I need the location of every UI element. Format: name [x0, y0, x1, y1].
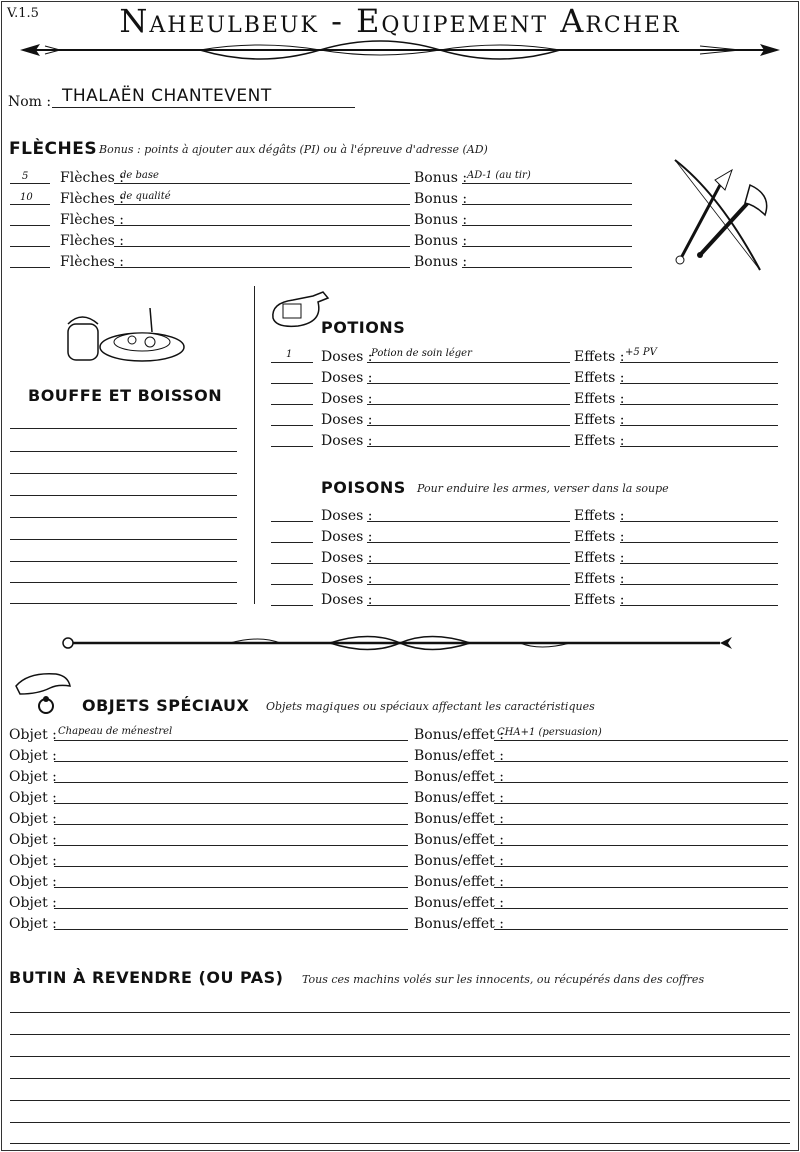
effets-label: Effets : — [574, 370, 625, 386]
scroll-ring-icon — [8, 668, 78, 718]
fleches-label: Flèches : — [60, 191, 124, 207]
qty-line — [10, 204, 50, 205]
name-label: Nom : — [8, 94, 52, 110]
qty-line — [10, 225, 50, 226]
objets-subtitle: Objets magiques ou spéciaux affectant les caractéristiques — [266, 700, 595, 713]
fleches-label: Flèches : — [60, 212, 124, 228]
fleches-type[interactable]: de qualité — [120, 191, 171, 202]
bonus-effet-label: Bonus/effet : — [414, 769, 504, 785]
bonus-line — [462, 183, 632, 184]
name-line — [52, 107, 355, 108]
fleches-bonus[interactable]: AD-1 (au tir) — [467, 170, 531, 181]
butin-title: BUTIN À REVENDRE (OU PAS) — [9, 968, 284, 987]
objet-label: Objet : — [9, 748, 57, 764]
qty-line — [10, 183, 50, 184]
bonus-line — [462, 204, 632, 205]
bonus-line — [462, 225, 632, 226]
fleches-type[interactable]: de base — [120, 170, 159, 181]
objet-label: Objet : — [9, 832, 57, 848]
doses-label: Doses : — [321, 592, 373, 608]
food-illustration — [62, 302, 192, 372]
doses-label: Doses : — [321, 508, 373, 524]
objet-label: Objet : — [9, 853, 57, 869]
effets-label: Effets : — [574, 391, 625, 407]
bonus-label: Bonus : — [414, 212, 468, 228]
fleches-label: Flèches : — [60, 170, 124, 186]
bonus-effet-label: Bonus/effet : — [414, 748, 504, 764]
objet-label: Objet : — [9, 916, 57, 932]
doses-label: Doses : — [321, 550, 373, 566]
potion-effet[interactable]: +5 PV — [625, 347, 657, 358]
bonus-label: Bonus : — [414, 170, 468, 186]
bonus-line — [462, 246, 632, 247]
objet-label: Objet : — [9, 727, 57, 743]
bonus-effet-label: Bonus/effet : — [414, 895, 504, 911]
ornament-arrow-top — [0, 0, 800, 80]
type-line — [114, 183, 410, 184]
objet-label: Objet : — [9, 895, 57, 911]
effets-label: Effets : — [574, 529, 625, 545]
bonus-effet-label: Bonus/effet : — [414, 853, 504, 869]
type-line — [114, 267, 410, 268]
potion-qty[interactable]: 1 — [286, 349, 293, 360]
fleches-subtitle: Bonus : points à ajouter aux dégâts (PI) ou à l'épreuve d'adresse (AD) — [99, 143, 488, 156]
version-label: V.1.5 — [7, 6, 39, 21]
effets-label: Effets : — [574, 571, 625, 587]
poisons-subtitle: Pour enduire les armes, verser dans la soupe — [417, 482, 669, 495]
bonus-effet-label: Bonus/effet : — [414, 874, 504, 890]
page-title: Naheulbeuk - Equipement Archer — [119, 2, 681, 40]
doses-label: Doses : — [321, 433, 373, 449]
effets-label: Effets : — [574, 508, 625, 524]
ornament-staff — [0, 625, 800, 665]
objet-name[interactable]: Chapeau de ménestrel — [58, 726, 173, 737]
doses-label: Doses : — [321, 370, 373, 386]
bonus-label: Bonus : — [414, 191, 468, 207]
doses-label: Doses : — [321, 571, 373, 587]
doses-label: Doses : — [321, 529, 373, 545]
bonus-effet-label: Bonus/effet : — [414, 916, 504, 932]
effets-label: Effets : — [574, 433, 625, 449]
effets-label: Effets : — [574, 592, 625, 608]
objet-bonus[interactable]: CHA+1 (persuasion) — [497, 727, 602, 738]
potions-title: POTIONS — [321, 318, 406, 337]
bonus-line — [462, 267, 632, 268]
bouffe-title: BOUFFE ET BOISSON — [28, 386, 223, 405]
fleches-label: Flèches : — [60, 254, 124, 270]
bonus-effet-label: Bonus/effet : — [414, 727, 504, 743]
fleches-label: Flèches : — [60, 233, 124, 249]
bonus-label: Bonus : — [414, 254, 468, 270]
type-line — [114, 246, 410, 247]
qty-line — [10, 267, 50, 268]
effets-label: Effets : — [574, 349, 625, 365]
doses-label: Doses : — [321, 349, 373, 365]
bonus-effet-label: Bonus/effet : — [414, 811, 504, 827]
bonus-effet-label: Bonus/effet : — [414, 832, 504, 848]
doses-label: Doses : — [321, 412, 373, 428]
objet-label: Objet : — [9, 811, 57, 827]
qty-line — [10, 246, 50, 247]
butin-subtitle: Tous ces machins volés sur les innocents, ou récupérés dans des coffres — [302, 973, 705, 986]
effets-label: Effets : — [574, 412, 625, 428]
fleches-qty[interactable]: 5 — [22, 171, 29, 182]
type-line — [114, 204, 410, 205]
weapons-illustration — [660, 155, 780, 275]
bonus-effet-label: Bonus/effet : — [414, 790, 504, 806]
doses-label: Doses : — [321, 391, 373, 407]
fleches-title: FLÈCHES — [9, 139, 98, 159]
objets-title: OBJETS SPÉCIAUX — [82, 696, 250, 715]
potion-name[interactable]: Potion de soin léger — [371, 348, 472, 359]
objet-label: Objet : — [9, 874, 57, 890]
type-line — [114, 225, 410, 226]
bonus-label: Bonus : — [414, 233, 468, 249]
name-value[interactable]: THALAËN CHANTEVENT — [62, 86, 272, 106]
effets-label: Effets : — [574, 550, 625, 566]
poisons-title: POISONS — [321, 478, 406, 497]
fleches-qty[interactable]: 10 — [20, 192, 33, 203]
objet-label: Objet : — [9, 790, 57, 806]
objet-label: Objet : — [9, 769, 57, 785]
column-divider — [254, 286, 255, 604]
